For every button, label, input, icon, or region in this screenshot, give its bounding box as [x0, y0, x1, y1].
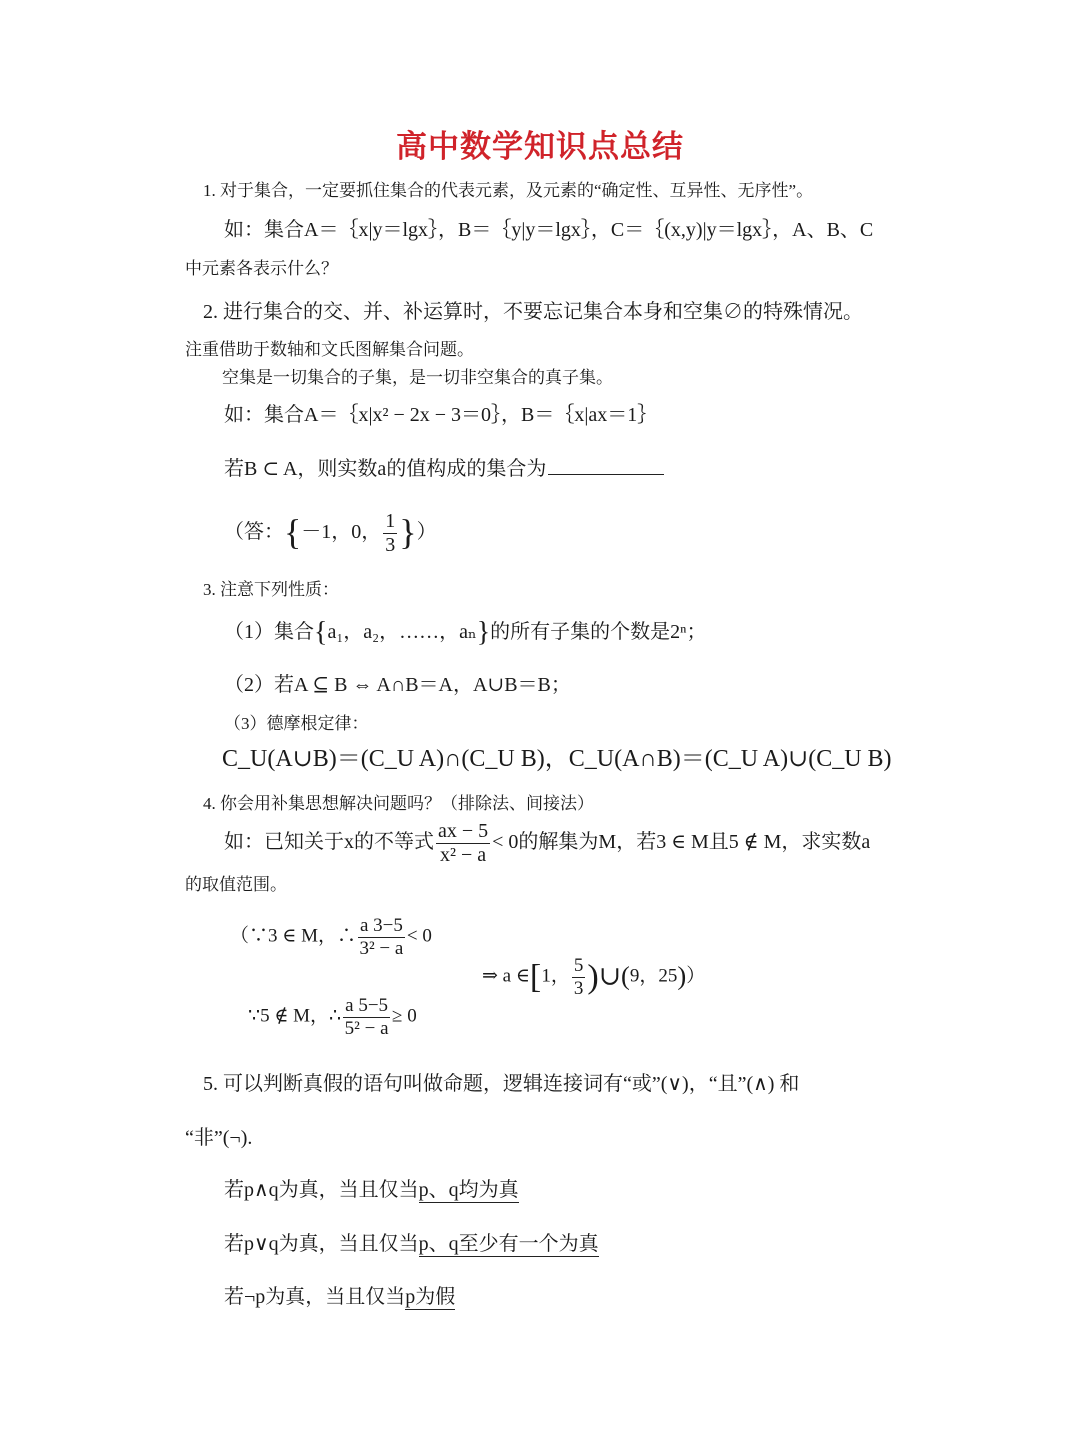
item2-example: 如：集合A＝｛x|x² − 2x − 3＝0｝，B＝｛x|ax＝1｝ [224, 404, 658, 426]
item2-condition [224, 456, 664, 481]
item4-example [224, 820, 870, 867]
sol2-fraction [343, 995, 390, 1040]
rule-and-prefix: 若p∧q为真，当且仅当 [224, 1179, 419, 1201]
inequality-fraction [436, 820, 490, 867]
result-num: 5 [573, 955, 584, 976]
answer-blank [548, 456, 664, 475]
answer-fraction [383, 510, 397, 557]
rule-not-prefix: 若¬p为真，当且仅当 [224, 1286, 406, 1308]
result-a: 1， [541, 965, 570, 987]
property1-suffix: 的所有子集的个数是2ⁿ； [490, 621, 707, 643]
answer-prefix: （答： [224, 521, 284, 544]
answer-fraction-den: 3 [385, 534, 396, 556]
sol2-suffix: ≥ 0 [392, 1005, 417, 1027]
union-symbol: ∪ [598, 960, 622, 991]
item5-text-cont: “非”(¬). [185, 1127, 253, 1149]
rule-and-answer: p、q均为真 [418, 1179, 519, 1201]
solution-result [482, 955, 705, 1000]
inequality-num: ax − 5 [438, 820, 489, 842]
rule-or [224, 1232, 599, 1256]
solution-line1 [230, 915, 432, 960]
left-brace: { [314, 617, 328, 648]
page-title: 高中数学知识点总结 [396, 129, 684, 164]
result-c: 9，25 [629, 965, 678, 987]
sol2-num: a 5−5 [345, 995, 389, 1016]
item4-tail: 的取值范围。 [185, 875, 287, 894]
sol2-prefix: ∵5 ∉ M，∴ [248, 1005, 342, 1027]
left-brace: { [284, 512, 302, 553]
item3-heading: 3. 注意下列性质： [203, 580, 339, 599]
item2-note: 注重借助于数轴和文氏图解集合问题。 [185, 340, 474, 359]
result-suffix: ） [686, 965, 706, 987]
item1-example: 如：集合A＝｛x|y＝lgx｝，B＝｛y|y＝lgx｝，C＝｛(x,y)|y＝lgx｝，A、B、C [224, 219, 874, 241]
item1-question: 中元素各表示什么？ [185, 259, 338, 278]
property1-prefix: （1）集合 [224, 621, 314, 643]
item2-answer [224, 510, 437, 557]
left-bracket: [ [529, 958, 542, 996]
de-morgan-formula: C_U(A∪B)＝(C_U A)∩(C_U B)，C_U(A∩B)＝(C_U A)∪(C_U B) [222, 746, 892, 772]
result-den: 3 [573, 977, 584, 999]
inequality-den: x² − a [440, 844, 487, 866]
sol1-num: a 3−5 [359, 915, 403, 936]
sol2-den: 5² − a [344, 1017, 389, 1039]
item3-property3: （3）德摩根定律： [224, 714, 369, 733]
answer-values: －1，0， [301, 521, 382, 544]
property1-set: a₁，a₂，……，aₙ [327, 621, 477, 643]
rule-or-answer: p、q至少有一个为真 [418, 1233, 599, 1255]
example-prefix: 如：已知关于x的不等式 [224, 831, 434, 854]
item2-condition-text: 若B ⊂ A，则实数a的值构成的集合为 [224, 458, 547, 480]
right-paren: ) [587, 958, 599, 996]
result-prefix: ⇒ a ∈ [482, 965, 530, 987]
item4-heading: 4. 你会用补集思想解决问题吗？（排除法、间接法） [203, 794, 594, 813]
example-suffix: < 0的解集为M，若3 ∈ M且5 ∉ M，求实数a [492, 831, 871, 854]
sol1-den: 3² − a [359, 937, 404, 959]
item3-property1 [224, 616, 706, 650]
sol1-fraction [358, 915, 405, 960]
rule-not-answer: p为假 [405, 1286, 456, 1308]
right-paren-2: ) [677, 960, 687, 991]
right-brace: } [476, 617, 491, 648]
sol1-prefix: （∵3 ∈ M，∴ [230, 925, 356, 947]
rule-or-prefix: 若p∨q为真，当且仅当 [224, 1233, 419, 1255]
result-fraction [572, 955, 586, 1000]
left-paren: ( [621, 960, 630, 991]
sol1-suffix: < 0 [406, 925, 432, 947]
answer-suffix: ） [416, 521, 437, 544]
answer-fraction-num: 1 [385, 510, 396, 532]
solution-line2 [248, 995, 417, 1040]
rule-not [224, 1285, 455, 1309]
item5-text: 5. 可以判断真假的语句叫做命题，逻辑连接词有“或”(∨)，“且”(∧) 和 [203, 1073, 800, 1095]
item2-empty-set: 空集是一切集合的子集，是一切非空集合的真子集。 [222, 368, 613, 387]
right-brace: } [399, 512, 417, 553]
rule-and [224, 1178, 519, 1202]
item1-text: 1. 对于集合，一定要抓住集合的代表元素，及元素的“确定性、互异性、无序性”。 [203, 181, 814, 200]
item3-property2: （2）若A ⊆ B ⇔ A∩B＝A，A∪B＝B； [224, 674, 571, 696]
item2-text: 2. 进行集合的交、并、补运算时，不要忘记集合本身和空集∅的特殊情况。 [203, 301, 863, 323]
